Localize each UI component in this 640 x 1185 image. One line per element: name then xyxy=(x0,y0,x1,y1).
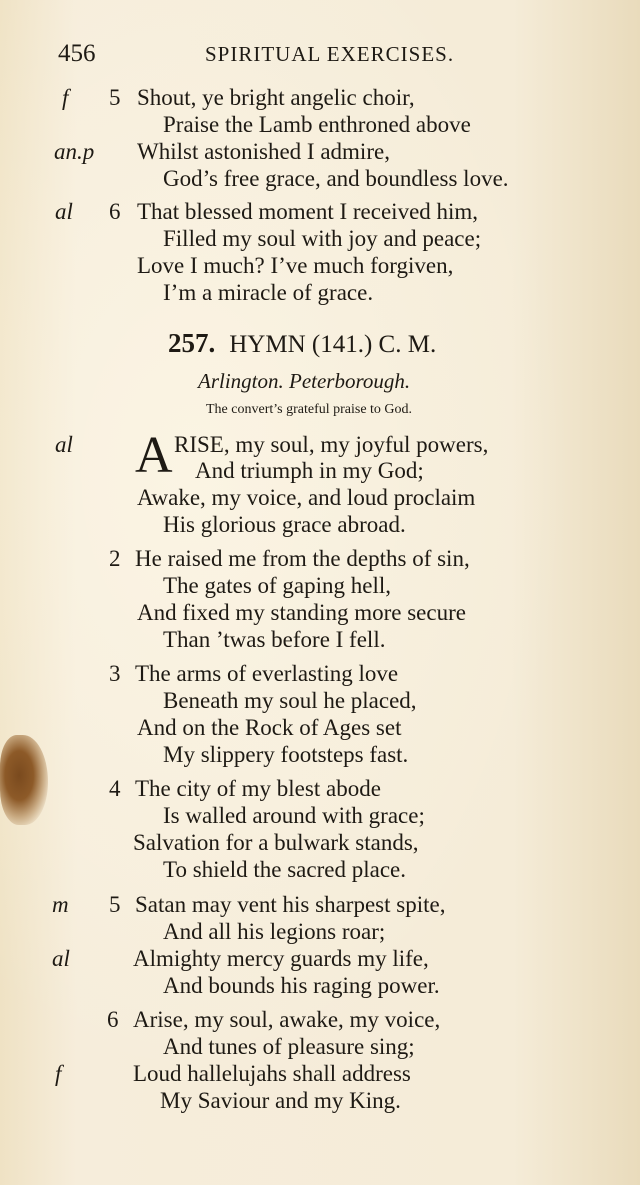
verse-line: To shield the sacred place. xyxy=(163,857,406,882)
dynamic-mark: m xyxy=(52,892,69,917)
stanza-number: 5 xyxy=(109,85,121,110)
verse-line: And bounds his raging power. xyxy=(163,973,440,998)
running-head: SPIRITUAL EXERCISES. xyxy=(205,42,455,66)
verse-line: My slippery footsteps fast. xyxy=(163,742,409,767)
verse-line: Arise, my soul, awake, my voice, xyxy=(133,1007,441,1032)
verse-line: The arms of everlasting love xyxy=(135,661,399,686)
verse-line: And on the Rock of Ages set xyxy=(137,715,402,740)
verse-line: Beneath my soul he placed, xyxy=(163,688,417,713)
tune-names: Arlington. Peterborough. xyxy=(198,369,411,393)
page-number: 456 xyxy=(58,40,96,67)
verse-line: Whilst astonished I admire, xyxy=(137,139,390,164)
verse-line: And all his legions roar; xyxy=(163,919,386,944)
stanza-number: 4 xyxy=(109,776,121,801)
age-stain xyxy=(0,735,48,825)
verse-line: Than ’twas before I fell. xyxy=(163,627,386,652)
verse-line: And tunes of pleasure sing; xyxy=(163,1034,415,1059)
verse-line: RISE, my soul, my joyful powers, xyxy=(174,432,489,457)
dynamic-mark: f xyxy=(55,1061,62,1086)
verse-line: Is walled around with grace; xyxy=(163,803,425,828)
verse-line: My Saviour and my King. xyxy=(160,1088,401,1113)
verse-line: Shout, ye bright angelic choir, xyxy=(137,85,415,110)
verse-line: Awake, my voice, and loud proclaim xyxy=(137,485,476,510)
dynamic-mark: an.p xyxy=(54,139,95,164)
verse-line: And fixed my standing more secure xyxy=(137,600,466,625)
verse-line: He raised me from the depths of sin, xyxy=(135,546,470,571)
drop-cap: A xyxy=(135,427,173,484)
verse-line: And triumph in my God; xyxy=(195,458,424,483)
dynamic-mark: al xyxy=(52,946,70,971)
stanza-number: 6 xyxy=(107,1007,119,1032)
stanza-number: 3 xyxy=(109,661,121,686)
stanza-number: 5 xyxy=(109,892,121,917)
verse-line: Almighty mercy guards my life, xyxy=(133,946,429,971)
dynamic-mark: al xyxy=(55,199,73,224)
verse-line: Filled my soul with joy and peace; xyxy=(163,226,482,251)
hymn-heading xyxy=(168,328,436,359)
dynamic-mark: al xyxy=(55,432,73,457)
verse-line: Loud hallelujahs shall address xyxy=(133,1061,411,1086)
verse-line: Love I much? I’ve much forgiven, xyxy=(137,253,454,278)
hymn-theme: The convert’s grateful praise to God. xyxy=(206,402,413,417)
verse-line: I’m a miracle of grace. xyxy=(163,280,374,305)
verse-line: Salvation for a bulwark stands, xyxy=(133,830,419,855)
verse-line: Satan may vent his sharpest spite, xyxy=(135,892,446,917)
hymn-number: 257. xyxy=(168,328,216,358)
dynamic-mark: f xyxy=(62,85,69,110)
verse-line: His glorious grace abroad. xyxy=(163,512,406,537)
verse-line: God’s free grace, and boundless love. xyxy=(163,166,509,191)
stanza-number: 6 xyxy=(109,199,121,224)
verse-line: The gates of gaping hell, xyxy=(163,573,392,598)
stanza-number: 2 xyxy=(109,546,121,571)
verse-line: That blessed moment I received him, xyxy=(137,199,479,224)
hymn-title: HYMN (141.) C. M. xyxy=(229,331,437,358)
verse-line: The city of my blest abode xyxy=(135,776,381,801)
verse-line: Praise the Lamb enthroned above xyxy=(163,112,471,137)
